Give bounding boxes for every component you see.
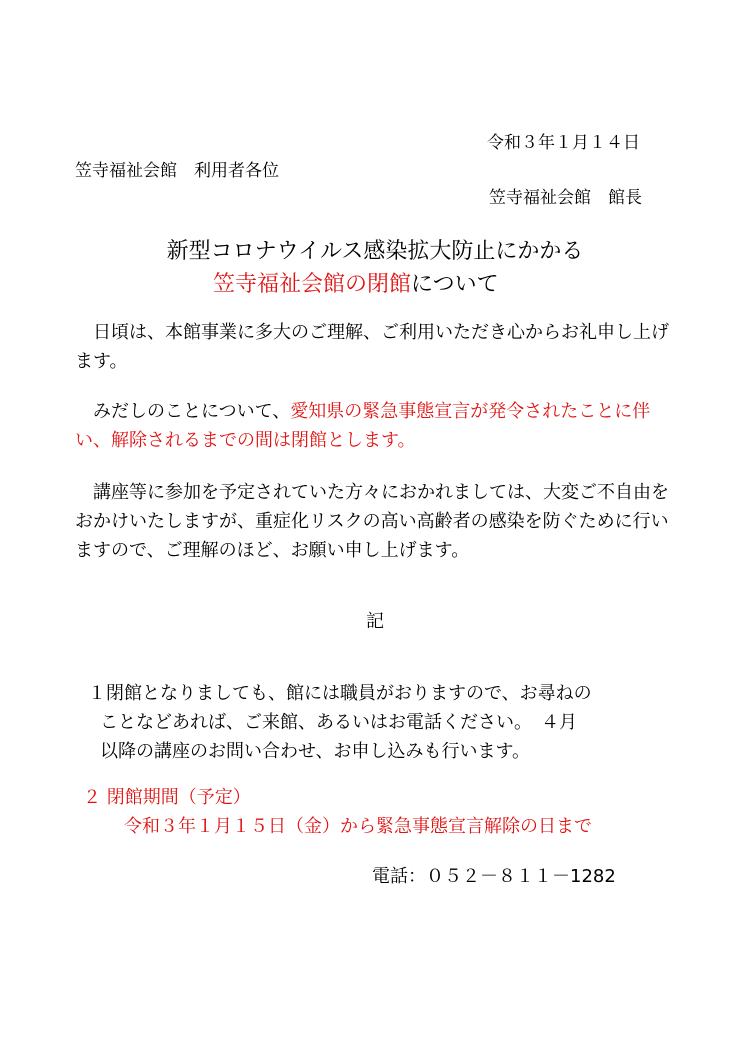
title-closure-highlight: 笠寺福祉会館の閉館	[213, 272, 412, 297]
notice-date: 令和３年１月１４日	[487, 133, 640, 153]
title-line-1: 新型コロナウイルス感染拡大防止にかかる	[166, 239, 584, 264]
closure-paragraph-highlight: 愛知県の緊急事態宣言が発令されたことに伴い、解除されるまでの間は閉館とします。	[75, 401, 651, 451]
item-1-line-2: ことなどあれば、ご来館、あるいはお電話ください。 ４月	[100, 712, 577, 733]
apology-paragraph: 講座等に参加を予定されていた方々におかれましては、大変ご不自由をおかけいたしますが、重症化リスクの高い高齢者の感染を防ぐために行いますので、ご理解のほど、お願い申し上げます。	[75, 482, 669, 561]
sender-line: 笠寺福祉会館 館長	[489, 188, 642, 208]
item-1-line-3: 以降の講座のお問い合わせ、お申し込みも行います。	[100, 741, 531, 762]
greeting-paragraph: 日頃は、本館事業に多大のご理解、ご利用いただき心からお礼申し上げます。	[75, 322, 669, 372]
item-1-line-1: １閉館となりましても、館には職員がおりますので、お尋ねの	[88, 683, 592, 704]
item-2-heading: ２ 閉館期間（予定）	[83, 787, 251, 808]
ki-heading: 記	[366, 611, 384, 632]
closure-period: 令和３年１月１５日（金）から緊急事態宣言解除の日まで	[124, 816, 592, 837]
phone-number: 電話：０５２－８１１－1282	[372, 866, 616, 887]
recipient-line: 笠寺福祉会館 利用者各位	[75, 161, 279, 181]
title-line-2	[213, 267, 499, 298]
closure-paragraph-intro: みだしのことについて、	[75, 401, 291, 422]
closure-paragraph	[75, 397, 675, 455]
title-closure-suffix: について	[411, 272, 499, 297]
